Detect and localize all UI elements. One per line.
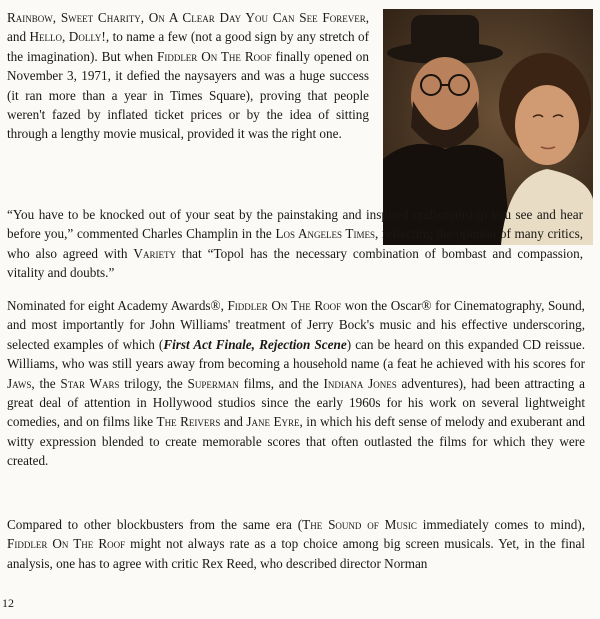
publication-name: Los Angeles Times [275, 226, 375, 242]
text-run: Compared to other blockbusters from the same era ( [7, 517, 303, 532]
film-title: Jaws [7, 375, 32, 391]
text-run: might not always rate as a top choice among big screen musicals. Yet, in the final analysis, one has to agree with critic Rex Reed, who described director Norman [7, 536, 585, 571]
text-run: finally opened on November 3, 1971, it defied the naysayers and was a huge success (it ran more than a year in Times Square), proving that people weren't fazed by inflated ticket prices or by the idea of sitting through a lengthy movie musical, provided it was the right one. [7, 48, 369, 142]
text-run: , reflecting the opinion of many critics, who also agreed with [7, 226, 584, 261]
text-run: , the [31, 375, 61, 391]
film-title: Fiddler On The Roof [156, 48, 272, 64]
page-number: 12 [2, 596, 14, 610]
film-title: Fiddler On The Roof [7, 536, 126, 552]
publication-name: Variety [133, 245, 176, 261]
text-run: that “Topol has the necessary combination of bombast and compassion, vitality and doubts.” [7, 245, 583, 281]
paragraph-1 [7, 8, 369, 144]
paragraph-3 [7, 296, 585, 471]
film-titles: Rainbow, Sweet Charity, On A Clear Day You Can See Forever [7, 10, 366, 25]
text-run: immediately comes to mind), [416, 517, 585, 532]
film-title: Superman [187, 375, 239, 391]
film-title: Indiana Jones [323, 375, 397, 391]
text-run: Nominated for eight Academy Awards®, [7, 298, 228, 313]
text-run: won the Oscar® for Cinematography, Sound, and most importantly for John Williams' treatment of Jerry Bock's music and his effective underscoring, selected examples of which ( [7, 298, 585, 352]
paragraph-4 [7, 515, 585, 573]
text-run: trilogy, the [119, 375, 188, 391]
film-title: The Reivers [156, 414, 221, 430]
film-title: Fiddler On The Roof [227, 298, 342, 313]
film-title: The Sound of Music [302, 517, 417, 532]
film-title: Star Wars [60, 375, 120, 391]
film-title: Hello, Dolly! [29, 29, 106, 45]
paragraph-2 [7, 205, 583, 283]
text-run: ) can be heard on this expanded CD reissue. Williams, who was still years away from becoming a household name (a feat he achieved with his scores for [7, 336, 586, 372]
film-title: Jane Eyre [246, 414, 300, 430]
text-run: , in which his deft sense of melody and exuberant and witty expression blended to create memorable scores that often outlasted the films for which they were created. [7, 414, 586, 469]
text-run: films, and the [238, 375, 324, 391]
text-run: and [220, 414, 247, 430]
text-run: “You have to be knocked out of your seat by the painstaking and inspired craftsmanship you see and hear before you,” commented Charles Champlin in the [7, 207, 583, 242]
text-run: adventures), had been attracting a great deal of attention in Hollywood studios since the early 1960s for his work on several lightweight comedies, and on films like [7, 375, 585, 430]
track-titles: First Act Finale, Rejection Scene [163, 336, 347, 352]
text-run: , and [7, 10, 369, 45]
text-run: , to name a few (not a good sign by any stretch of the imagination). But when [7, 29, 369, 64]
